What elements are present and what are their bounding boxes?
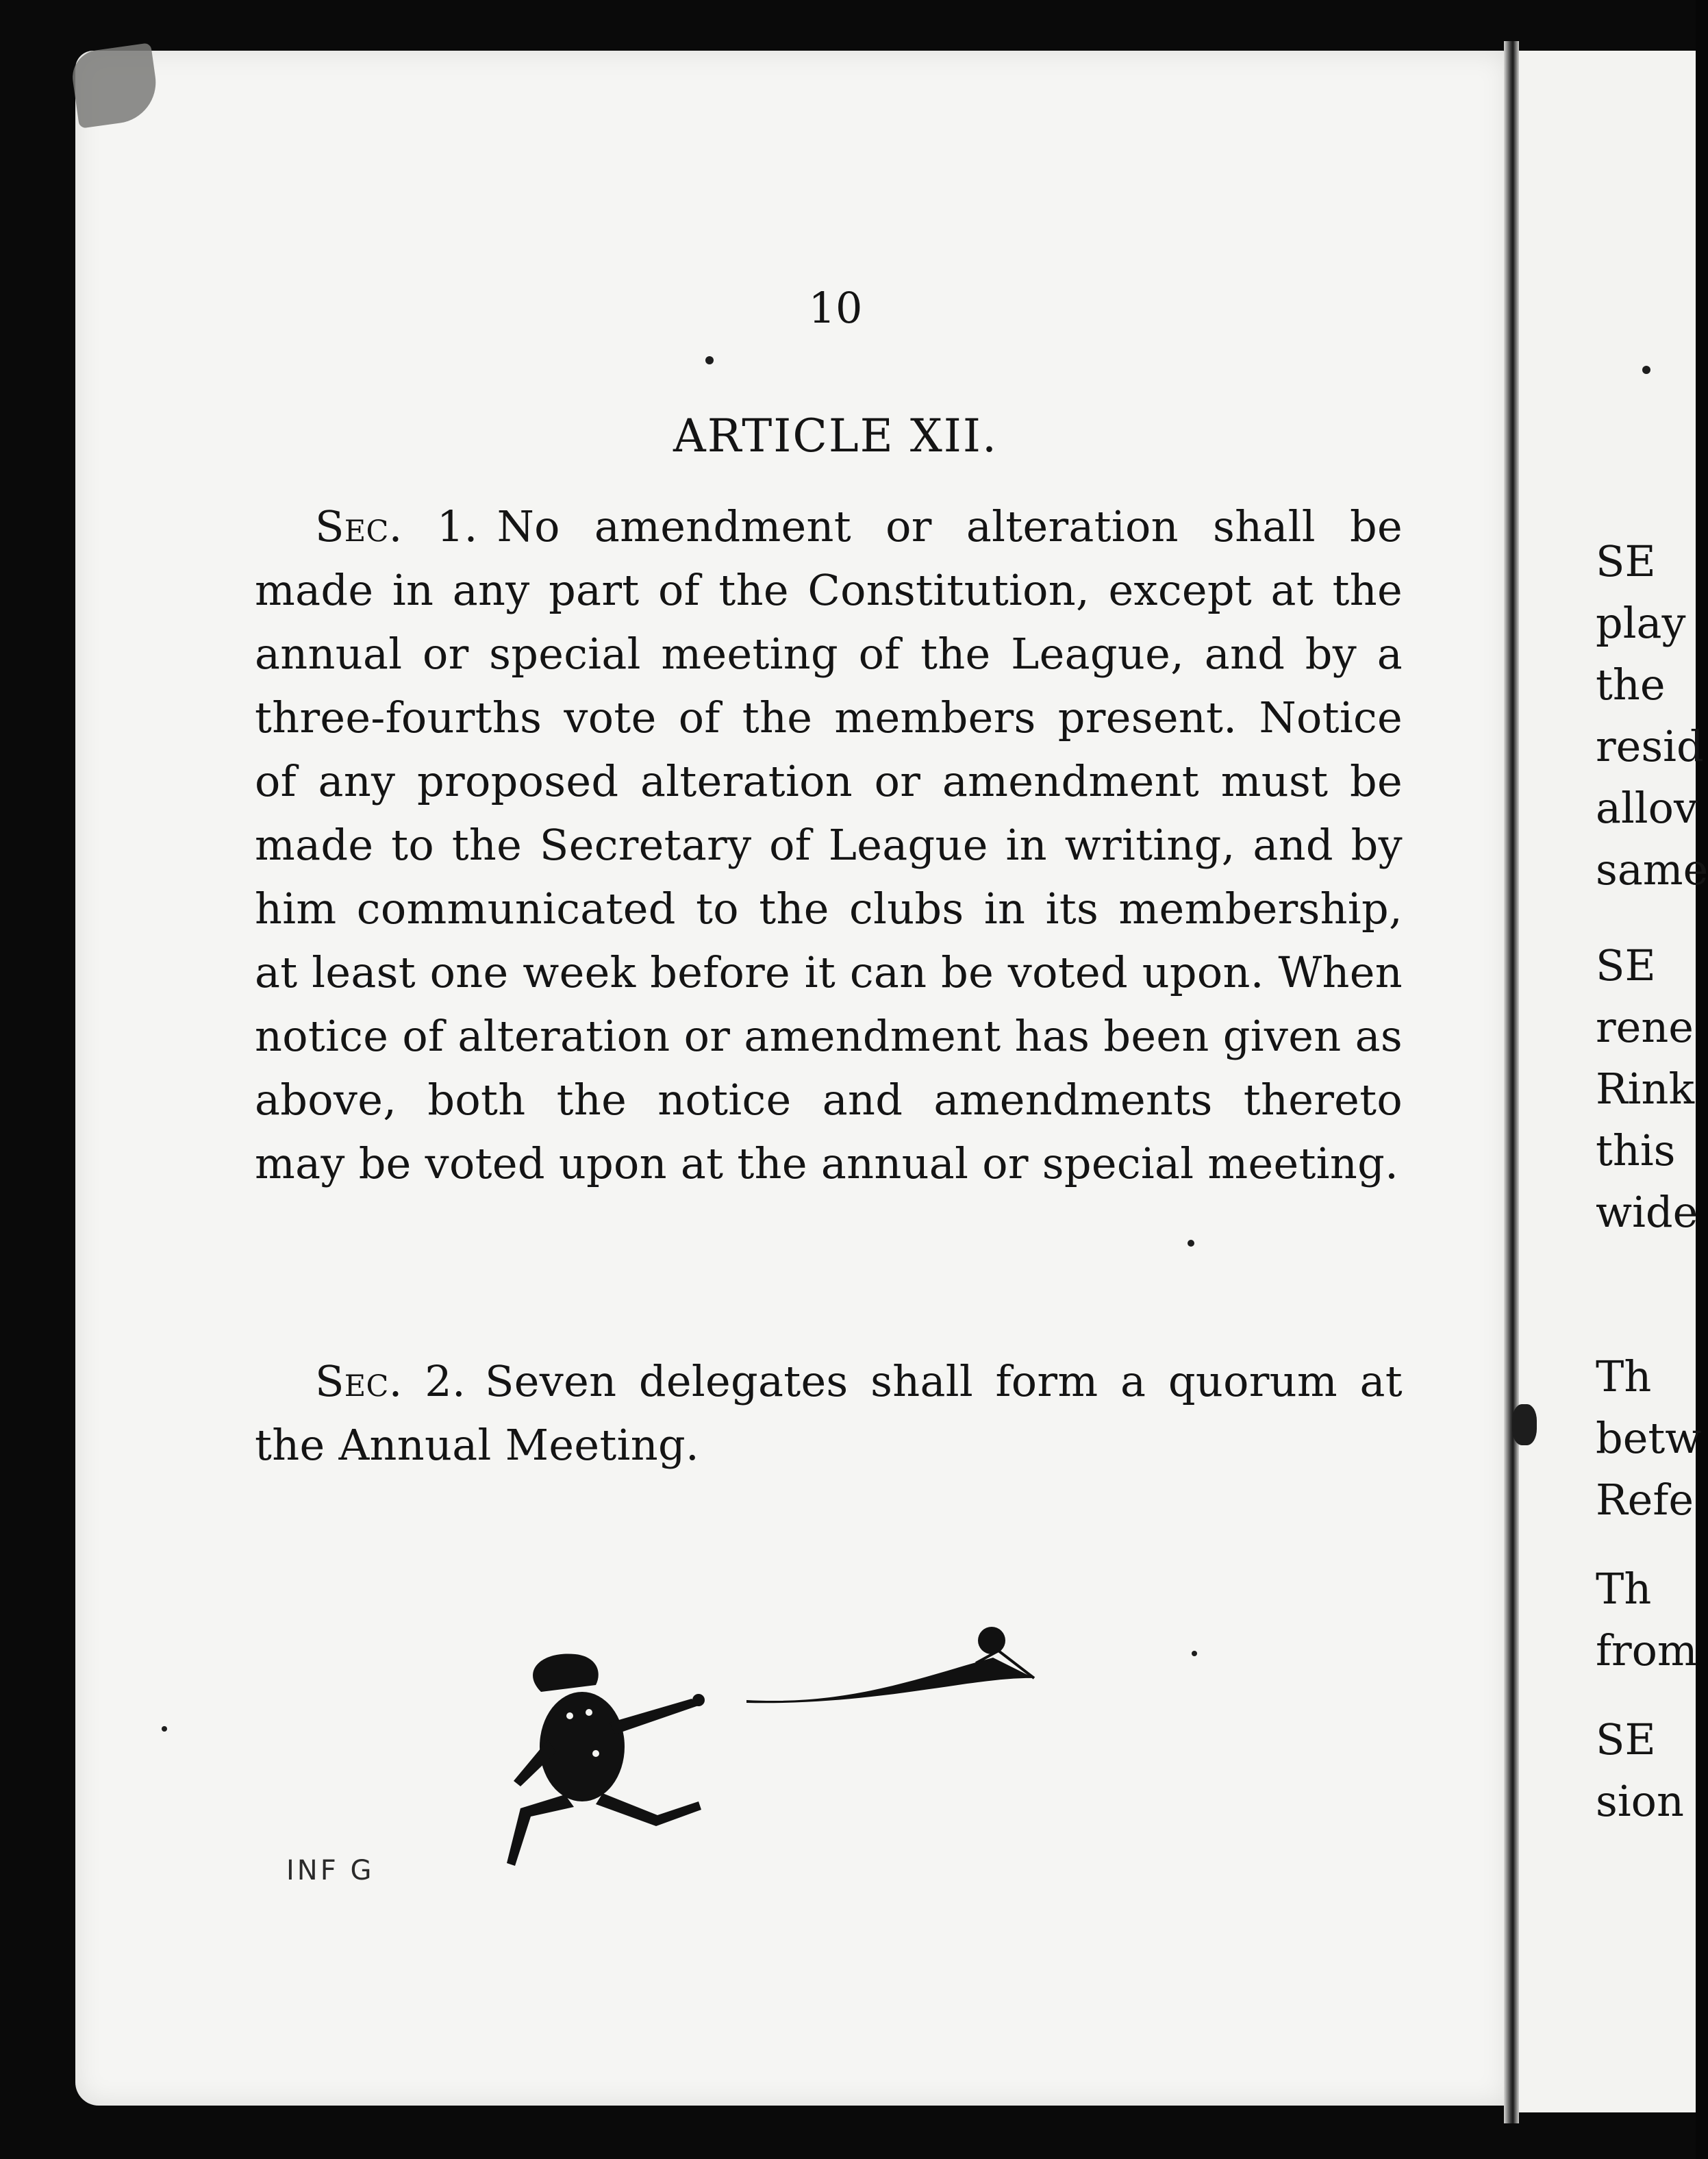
scan-speck [1192, 1651, 1197, 1656]
right-page-line: Th [1596, 1351, 1652, 1401]
scan-speck [1642, 366, 1650, 374]
right-page-line: sion [1596, 1776, 1684, 1826]
article-heading: ARTICLE XII. [673, 410, 998, 462]
scan-speck [705, 356, 714, 364]
scan-speck [1188, 1240, 1194, 1247]
right-page-line: play [1596, 598, 1686, 648]
section-2-label: Sec. 2. [315, 1356, 466, 1406]
right-page-line: SE [1596, 536, 1656, 586]
library-stamp-mark: INF G [286, 1855, 375, 1886]
right-page-line: Refe [1596, 1475, 1694, 1525]
right-page-line: the [1596, 660, 1666, 710]
section-1-paragraph [255, 495, 1403, 1195]
section-1-text: No amendment or alteration shall be made in any part of the Constitution, except at the annual or special meeting of the League, and by a three-fourths vote of the members present. Notice of any proposed alteration or amendment must be made to the Secretary of League in writing, and by him communicated to the clubs in its membership, at least one week before it can be voted upon. When notice of alteration or amendment has been given as above, both the notice and amendments thereto may be voted upon at the annual or special meeting. [255, 501, 1403, 1188]
section-1-label: Sec. 1. [315, 501, 478, 551]
section-2-text: Seven delegates shall form a quorum at the Annual Meeting. [255, 1356, 1403, 1470]
right-page-line: Rink [1596, 1064, 1695, 1114]
right-page-line: resid [1596, 721, 1704, 771]
right-page-line: this [1596, 1125, 1676, 1175]
scan-speck [1512, 1404, 1537, 1445]
right-page-line: betw [1596, 1413, 1702, 1463]
right-page-line: SE [1596, 1714, 1656, 1764]
running-figure-ornament [493, 1575, 1055, 1890]
right-page-line: SE [1596, 940, 1656, 990]
page-number: 10 [808, 283, 863, 333]
section-2-paragraph [255, 1349, 1403, 1477]
scan-speck [162, 1726, 167, 1732]
right-page-line: allov [1596, 783, 1698, 833]
right-page-line: from [1596, 1625, 1698, 1675]
book-gutter [1504, 41, 1519, 2123]
right-page-line: same [1596, 845, 1708, 895]
right-page-line: wide [1596, 1187, 1698, 1237]
right-page-line: rene [1596, 1002, 1694, 1052]
right-page-line: Th [1596, 1564, 1652, 1614]
